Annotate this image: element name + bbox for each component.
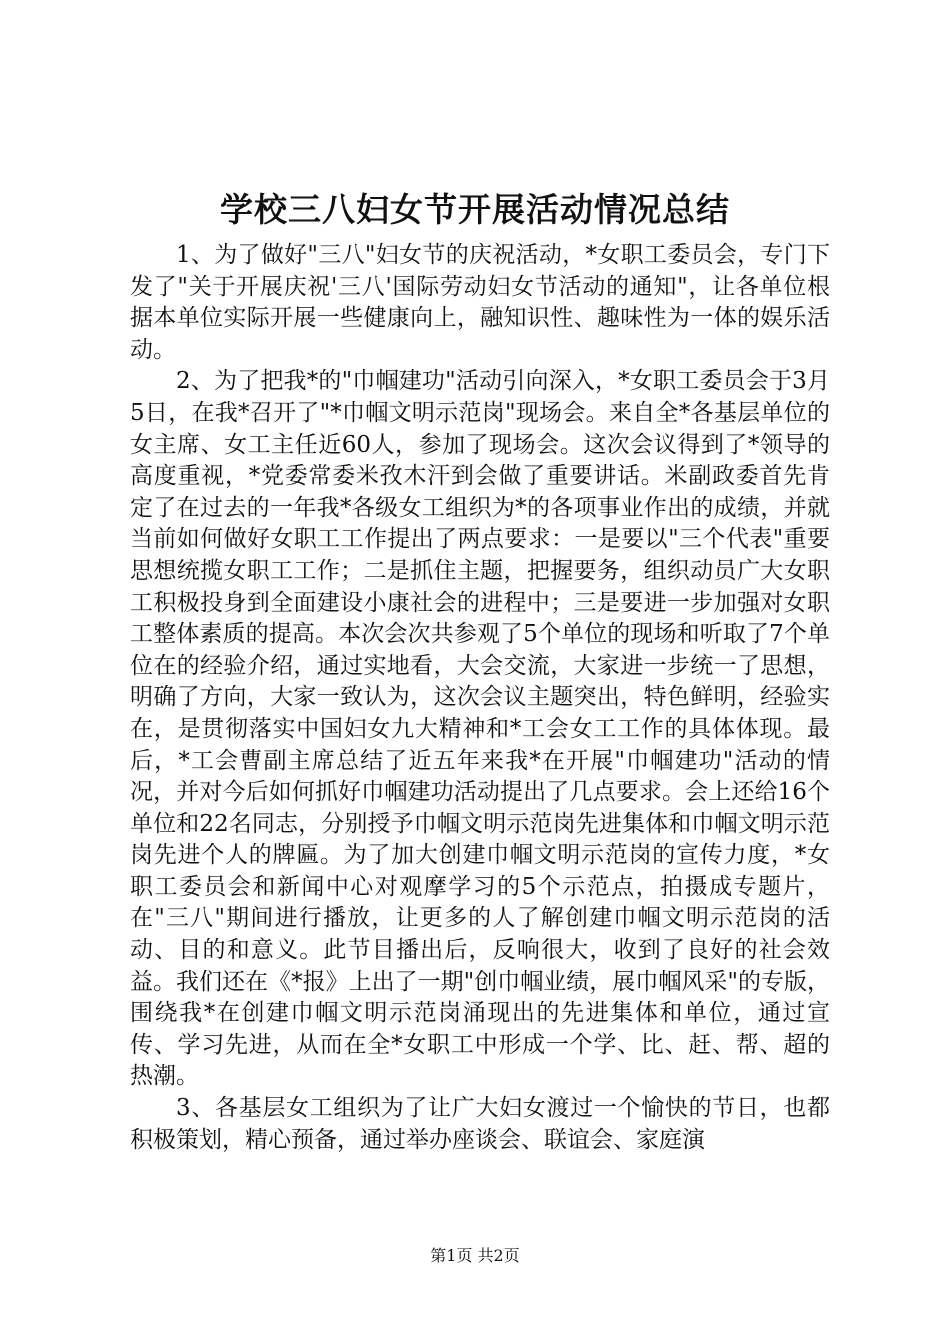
paragraph-2: 2、为了把我*的"巾帼建功"活动引向深入，*女职工委员会于3月5日，在我*召开了"*巾帼文明示范岗"现场会。来自全*各基层单位的女主席、女工主任近60人，参加了现场会。这次会议得到了*领导的高度重视，*党委常委米孜木汗到会做了重要讲话。米副政委首先肯定了在过去的一年我*各级女工组织为*的各项事业作出的成绩，并就当前如何做好女职工工作提出了两点要求：一是要以"三个代表"重要思想统揽女职工工作；二是抓住主题，把握要务，组织动员广大女职工积极投身到全面建设小康社会的进程中；三是要进一步加强对女职工整体素质的提高。本次会次共参观了5个单位的现场和听取了7个单位在的经验介绍，通过实地看，大会交流，大家进一步统一了思想，明确了方向，大家一致认为，这次会议主题突出，特色鲜明，经验实在，是贯彻落实中国妇女九大精神和*工会女工工作的具体体现。最后，*工会曹副主席总结了近五年来我*在开展"巾帼建功"活动的情况，并对今后如何抓好巾帼建功活动提出了几点要求。会上还给16个单位和22名同志，分别授予巾帼文明示范岗先进集体和巾帼文明示范岗先进个人的牌匾。为了加大创建巾帼文明示范岗的宣传力度，*女职工委员会和新闻中心对观摩学习的5个示范点，拍摄成专题片，在"三八"期间进行播放，让更多的人了解创建巾帼文明示范岗的活动、目的和意义。此节目播出后，反响很大，收到了良好的社会效益。我们还在《*报》上出了一期"创巾帼业绩，展巾帼风采"的专版，围绕我*在创建巾帼文明示范岗涌现出的先进集体和单位，通过宣传、学习先进，从而在全*女职工中形成一个学、比、赶、帮、超的热潮。 [130, 368, 830, 1090]
paragraph-3: 3、各基层女工组织为了让广大妇女渡过一个愉快的节日，也都积极策划，精心预备，通过举办座谈会、联谊会、家庭演 [130, 1095, 830, 1153]
document-body [130, 240, 830, 1156]
paragraph-1: 1、为了做好"三八"妇女节的庆祝活动，*女职工委员会，专门下发了"关于开展庆祝'三八'国际劳动妇女节活动的通知"，让各单位根据本单位实际开展一些健康向上，融知识性、趣味性为一体的娱乐活动。 [130, 242, 830, 363]
document-title: 学校三八妇女节开展活动情况总结 [220, 190, 730, 229]
page-number-footer: 第1页 共2页 [430, 1246, 520, 1265]
